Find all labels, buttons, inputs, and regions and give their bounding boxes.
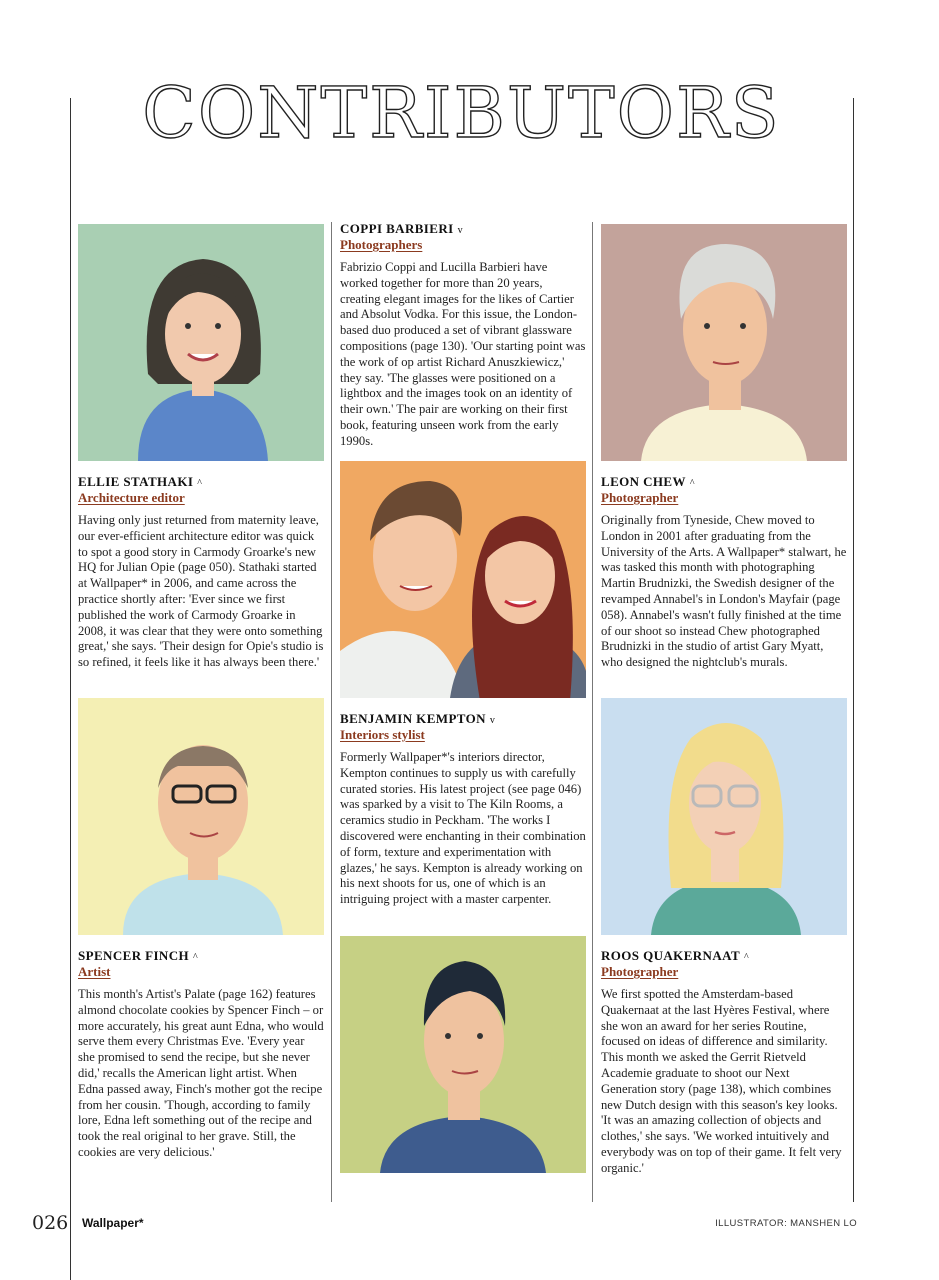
portrait-ellie-stathaki [78,224,324,461]
contributor-bio: Originally from Tyneside, Chew moved to London in 2001 after graduating from the University of the Arts. A Wallpaper* stalwart, he was tasked this month with photographing Martin Brudnizki, the Swedish designer of the revamped Annabel's in London's Mayfair (page 058). Annabel's wasn't fully finished at the time of our shoot so instead Chew photographed Brudnizki in the studio of artist Gary Myatt, who designed the nightclub's murals. [601,513,847,670]
contributor-bio: This month's Artist's Palate (page 162) features almond chocolate cookies by Spencer Finch – or more accurately, his great aunt Edna, who would serve them every Christmas Eve. 'Every year she promised to send the recipe, but she never did,' recalls the American light artist. When Edna passed away, Finch's mother got the recipe from her cousin. 'Though, according to family lore, Edna left something out of the recipe and took the real original to her grave. Still, the cookies are very delicious.' [78,987,324,1159]
illustrator-credit: ILLUSTRATOR: MANSHEN LO [715,1218,857,1229]
contributor-name: LEON CHEW ^ [601,474,695,489]
portrait-coppi-barbieri [340,461,586,698]
contributor-role: Photographer [601,490,679,505]
contributor-name: COPPI BARBIERI v [340,221,463,236]
arrow-up-icon: ^ [744,952,750,963]
contributor-bio: Having only just returned from maternity leave, our ever-efficient architecture editor was quick to spot a good story in Carmody Groarke's new HQ for Julian Opie (page 050). Stathaki started at Wallpaper* in 2006, and came across the practice shortly after: 'Ever since we first published the work of Carmody Groarke in 2008, it was clear that they were onto something great,' she says. 'Their design for Opie's studio is so refined, it feels like it has always been there.' [78,513,324,670]
contributor-name: ROOS QUAKERNAAT ^ [601,948,750,963]
contributor-name: ELLIE STATHAKI ^ [78,474,203,489]
contributor-role: Architecture editor [78,490,185,505]
arrow-up-icon: ^ [197,478,203,489]
arrow-up-icon: ^ [689,478,695,489]
column-rule-2 [592,222,593,1202]
arrow-down-icon: v [489,715,496,726]
contributor-role: Interiors stylist [340,727,425,742]
page-number: 026 [32,1212,69,1234]
right-rule [853,98,854,1202]
portrait-roos-quakernaat [601,698,847,935]
contributor-role: Photographers [340,237,423,252]
portrait-leon-chew [601,224,847,461]
contributor-name: SPENCER FINCH ^ [78,948,199,963]
brand-logo: Wallpaper* [82,1216,144,1230]
arrow-down-icon: v [457,225,463,236]
contributor-bio: Fabrizio Coppi and Lucilla Barbieri have worked together for more than 20 years, creating elegant images for the likes of Cartier and Absolut Vodka. For this issue, the London-based duo produced a set of vibrant glassware compositions (page 130). 'Our starting point was the work of op artist Richard Anuszkiewicz,' they say. 'The glasses were positioned on a lightbox and the images took on an identity of their own.' The pair are working on their first book, featuring unseen work from the early 1990s. [340,260,586,448]
portrait-spencer-finch [78,698,324,935]
left-rule [70,98,71,1280]
page-title: CONTRIBUTORS [142,72,781,154]
contributor-bio: We first spotted the Amsterdam-based Quakernaat at the last Hyères Festival, where she won an award for her series Routine, focused on ideas of difference and similarity. This month we asked the Gerrit Rietveld Academie graduate to shoot our Next Generation story (page 138), which combines new Dutch design with this season's key looks. 'It was an amazing collection of objects and clothes,' she says. 'We worked intuitively and everybody was on top of their game. It felt very organic.' [601,987,842,1175]
column-rule-1 [331,222,332,1202]
contributor-name: BENJAMIN KEMPTON v [340,711,496,726]
contributor-role: Artist [78,964,111,979]
portrait-benjamin-kempton [340,936,586,1173]
arrow-up-icon: ^ [193,952,199,963]
contributor-role: Photographer [601,964,679,979]
contributor-bio: Formerly Wallpaper*'s interiors director, Kempton continues to supply us with carefully curated stories. His latest project (see page 046) was sparked by a visit to The Kiln Rooms, a ceramics studio in Peckham. 'The works I discovered were enchanting in their combination of form, texture and experimentation with glazes,' he says. Kempton is already working on his next shoots for us, one of which is an intriguing project with a master carpenter. [340,750,586,907]
